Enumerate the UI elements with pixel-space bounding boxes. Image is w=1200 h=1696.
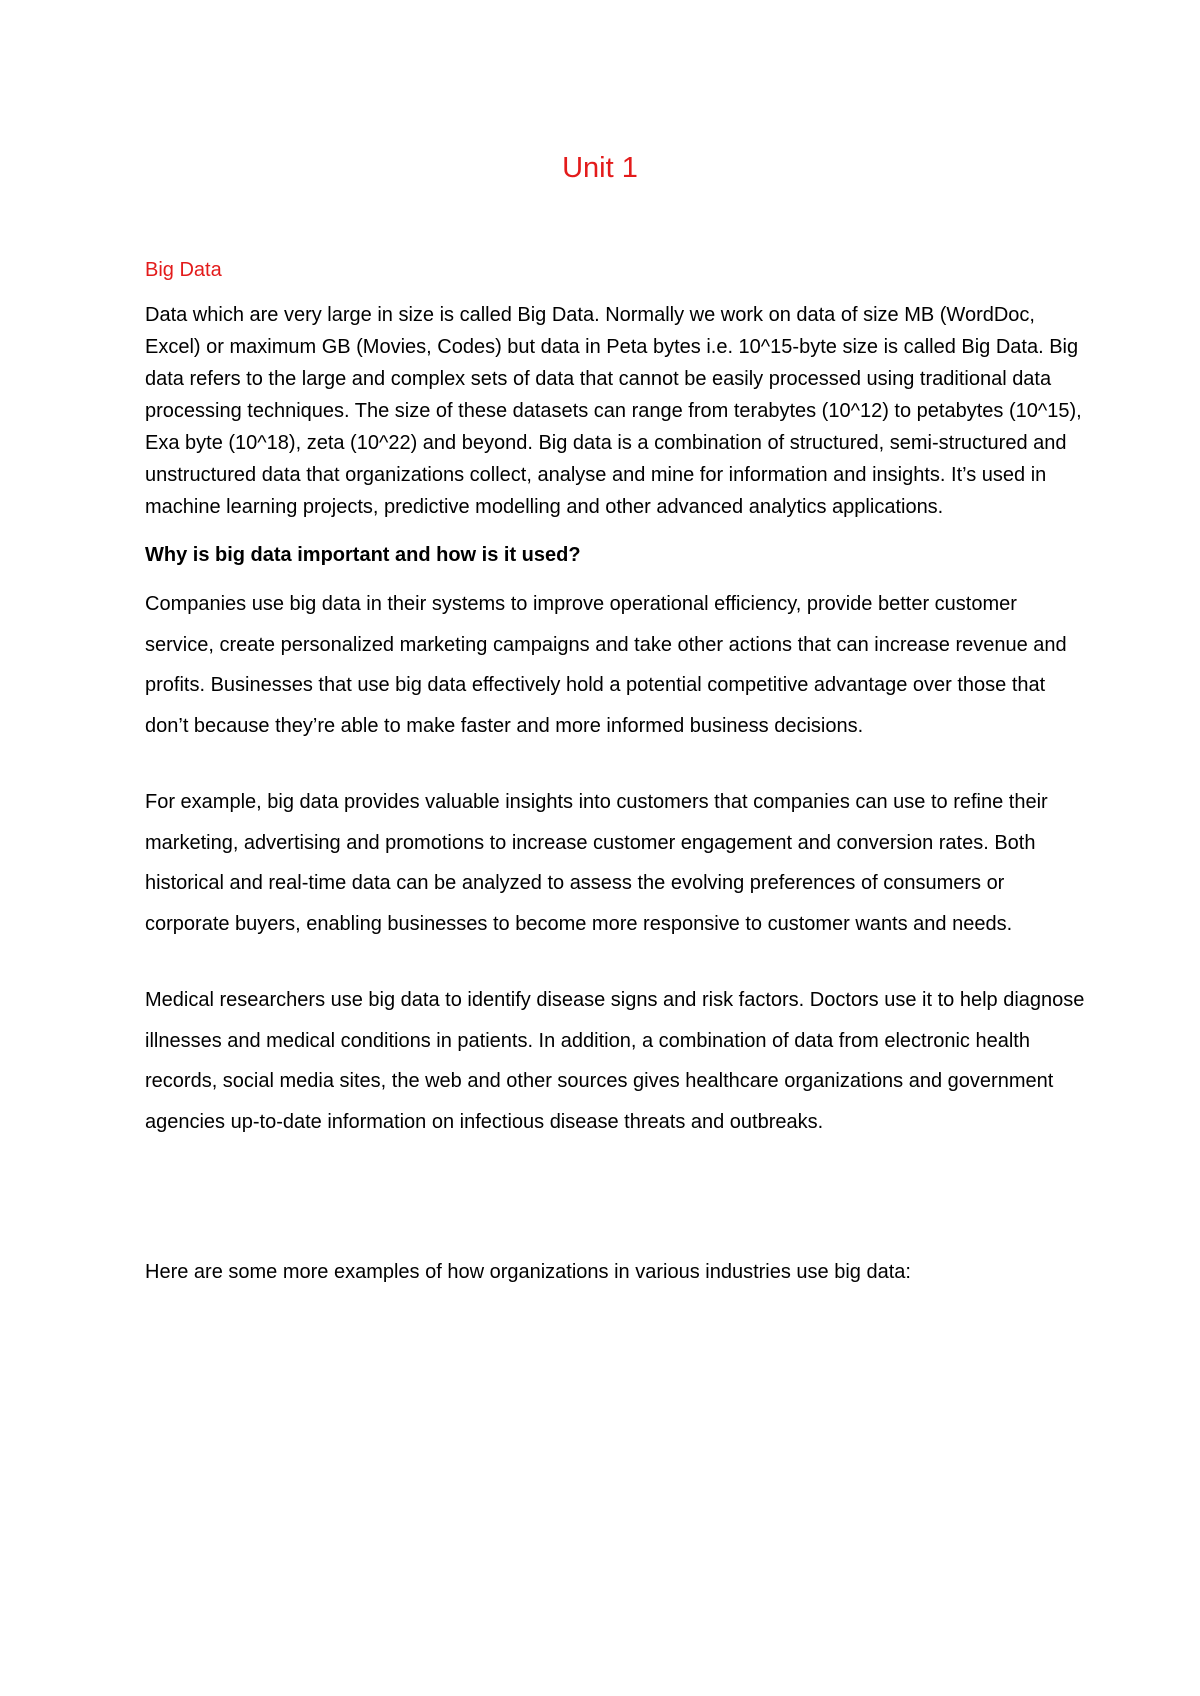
paragraph-medical: Medical researchers use big data to identify disease signs and risk factors. Doctors use it to help diagnose illnesses and medical conditions in patients. In addition, a combination of data from electronic health records, social media sites, the web and other sources gives healthcare organizations and government agencies up-to-date information on infectious disease threats and outbreaks. bbox=[145, 989, 1085, 1133]
subheading-why-important: Why is big data important and how is it used? bbox=[145, 544, 581, 566]
paragraph-example: For example, big data provides valuable insights into customers that companies can use to refine their marketing, advertising and promotions to increase customer engagement and conversion rates. Both historical and real-time data can be analyzed to assess the evolving preferences of consumers or corporate buyers, enabling businesses to become more responsive to customer wants and needs. bbox=[145, 791, 1048, 935]
paragraph-companies: Companies use big data in their systems to improve operational efficiency, provide better customer service, create personalized marketing campaigns and take other actions that can increase revenue and profits. Businesses that use big data effectively hold a potential competitive advantage over those that don’t because they’re able to make faster and more informed business decisions. bbox=[145, 593, 1067, 737]
paragraph-more-examples: Here are some more examples of how organizations in various industries use big data: bbox=[145, 1261, 911, 1283]
page-title: Unit 1 bbox=[562, 152, 638, 184]
document-body bbox=[145, 256, 1085, 1329]
section-heading-big-data: Big Data bbox=[145, 259, 222, 281]
paragraph-intro: Data which are very large in size is called Big Data. Normally we work on data of size MB (WordDoc, Excel) or maximum GB (Movies, Codes) but data in Peta bytes i.e. 10^15-byte size is called Big Data. Big data refers to the large and complex sets of data that cannot be easily processed using traditional data processing techniques. The size of these datasets can range from terabytes (10^12) to petabytes (10^15), Exa byte (10^18), zeta (10^22) and beyond. Big data is a combination of structured, semi-structured and unstructured data that organizations collect, analyse and mine for information and insights. It’s used in machine learning projects, predictive modelling and other advanced analytics applications. bbox=[145, 304, 1082, 518]
